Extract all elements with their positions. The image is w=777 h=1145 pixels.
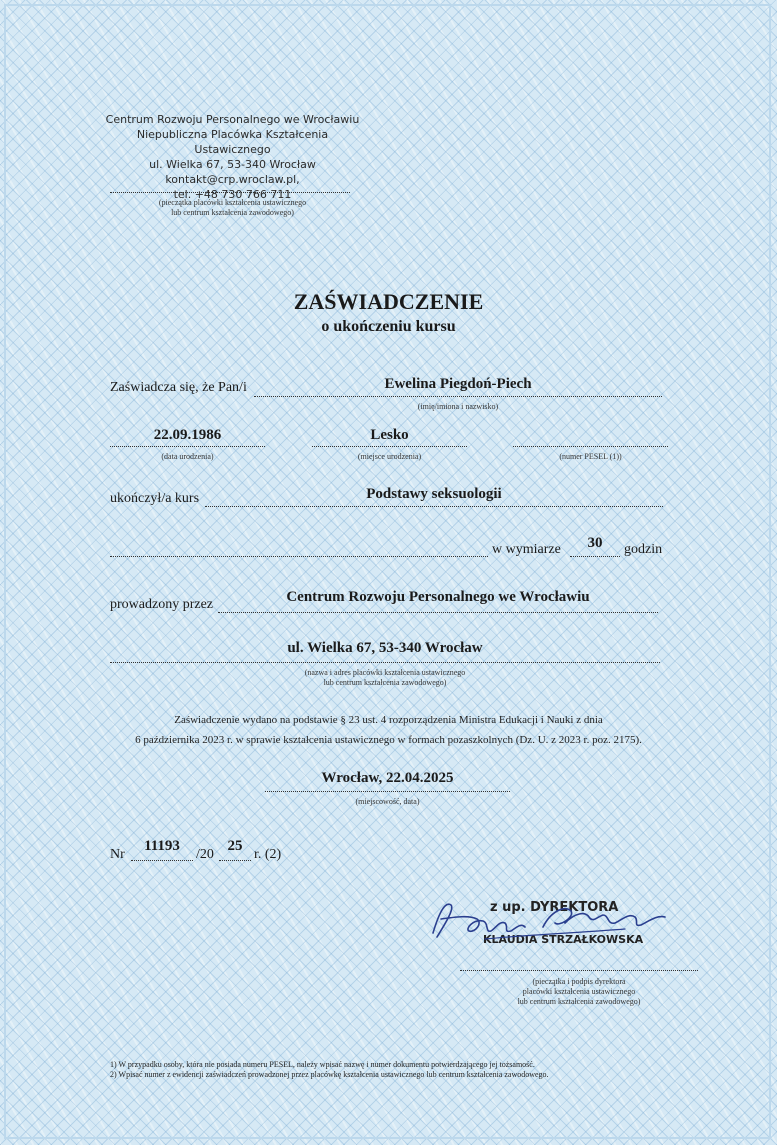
issue-caption: (miejscowość, data) bbox=[355, 797, 420, 806]
footnote-2: 2) Wpisać numer z ewidencji zaświadczeń prowadzonej przez placówkę kształcenia ustawicznego lub centrum kształcenia zawodowego. bbox=[110, 1070, 549, 1079]
organizer-caption-line: (nazwa i adres placówki kształcenia ustawicznego bbox=[304, 668, 466, 677]
number-value: 11193 bbox=[144, 838, 180, 854]
hours-unit: godzin bbox=[624, 542, 663, 557]
birth-place-caption: (miejsce urodzenia) bbox=[357, 452, 422, 461]
number-suffix: r. (2) bbox=[254, 847, 282, 862]
legal-basis bbox=[20, 710, 757, 750]
pesel-caption: (numer PESEL (1)) bbox=[559, 452, 622, 461]
stamp-line: tel. +48 730 766 711 bbox=[173, 188, 292, 201]
organizer-name: Centrum Rozwoju Personalnego we Wrocławiu bbox=[286, 589, 590, 605]
person-dotted-line bbox=[254, 396, 662, 397]
course-name: Podstawy seksuologii bbox=[366, 486, 502, 502]
signature-caption-line: placówki kształcenia ustawicznego bbox=[522, 987, 636, 996]
document-title: ZAŚWIADCZENIE bbox=[293, 289, 484, 314]
organizer-address: ul. Wielka 67, 53-340 Wrocław bbox=[287, 640, 483, 656]
organizer-caption-line: lub centrum kształcenia zawodowego) bbox=[323, 678, 447, 687]
person-label: Zaświadcza się, że Pan/i bbox=[110, 380, 247, 395]
stamp-line: ul. Wielka 67, 53-340 Wrocław bbox=[149, 158, 316, 171]
number-dotted-line bbox=[131, 860, 193, 861]
signature-caption-line: (pieczątka i podpis dyrektora bbox=[532, 977, 626, 986]
stamp-caption-line: (pieczątka placówki kształcenia ustawicznego bbox=[158, 198, 307, 207]
birth-date: 22.09.1986 bbox=[153, 427, 222, 443]
organizer-label: prowadzony przez bbox=[110, 597, 214, 612]
course-label: ukończył/a kurs bbox=[110, 491, 200, 506]
signature-title: z up. DYREKTORA bbox=[490, 900, 619, 915]
organizer-caption bbox=[110, 668, 660, 688]
birth-place: Lesko bbox=[370, 427, 409, 443]
person-caption: (imię/imiona i nazwisko) bbox=[417, 402, 499, 411]
issue-dotted-line bbox=[265, 791, 510, 792]
birth-place-dotted-line bbox=[312, 446, 467, 447]
address-dotted-line bbox=[110, 662, 660, 663]
footnote-1: 1) W przypadku osoby, która nie posiada numeru PESEL, należy wpisać nazwę i numer dokumentu potwierdzającego jej tożsamość. bbox=[110, 1060, 535, 1069]
signature-dotted-line bbox=[460, 970, 698, 971]
hours-label: w wymiarze bbox=[492, 542, 561, 557]
hours-value: 30 bbox=[587, 535, 603, 551]
pesel-dotted-line bbox=[513, 446, 668, 447]
number-year: 25 bbox=[227, 838, 243, 854]
institution-stamp bbox=[100, 112, 365, 202]
stamp-line: Niepubliczna Placówka Kształcenia Ustawicznego bbox=[136, 128, 329, 156]
issue-place-date: Wrocław, 22.04.2025 bbox=[321, 770, 454, 786]
stamp-caption-line: lub centrum kształcenia zawodowego) bbox=[171, 208, 294, 217]
year-dotted-line bbox=[219, 860, 251, 861]
stamp-line: Centrum Rozwoju Personalnego we Wrocławiu bbox=[105, 113, 360, 126]
birth-date-dotted-line bbox=[110, 446, 265, 447]
hours-dotted-line bbox=[570, 556, 620, 557]
footnotes bbox=[110, 1060, 710, 1080]
handwritten-signature-icon bbox=[425, 893, 675, 948]
stamp-caption bbox=[100, 198, 365, 218]
hours-leading-dotted-line bbox=[110, 556, 488, 557]
signature-caption-line: lub centrum kształcenia zawodowego) bbox=[517, 997, 641, 1006]
legal-basis-line: Zaświadczenie wydano na podstawie § 23 ust. 4 rozporządzenia Ministra Edukacji i Nauki z dnia bbox=[174, 714, 603, 726]
document-subtitle: o ukończeniu kursu bbox=[321, 318, 456, 335]
legal-basis-line: 6 października 2023 r. w sprawie kształcenia ustawicznego w formach pozaszkolnych (Dz. U. z 2023 r. poz. 2175). bbox=[135, 734, 642, 746]
signature-caption bbox=[460, 977, 698, 1007]
stamp-dotted-line bbox=[110, 192, 350, 193]
person-name: Ewelina Piegdoń-Piech bbox=[384, 376, 532, 392]
organizer-dotted-line bbox=[218, 612, 658, 613]
signature-name: KLAUDIA STRZAŁKOWSKA bbox=[483, 933, 644, 946]
stamp-line: kontakt@crp.wroclaw.pl, bbox=[165, 173, 300, 186]
number-mid: /20 bbox=[196, 847, 214, 862]
number-prefix: Nr bbox=[110, 847, 125, 862]
birth-date-caption: (data urodzenia) bbox=[161, 452, 214, 461]
course-dotted-line bbox=[205, 506, 663, 507]
